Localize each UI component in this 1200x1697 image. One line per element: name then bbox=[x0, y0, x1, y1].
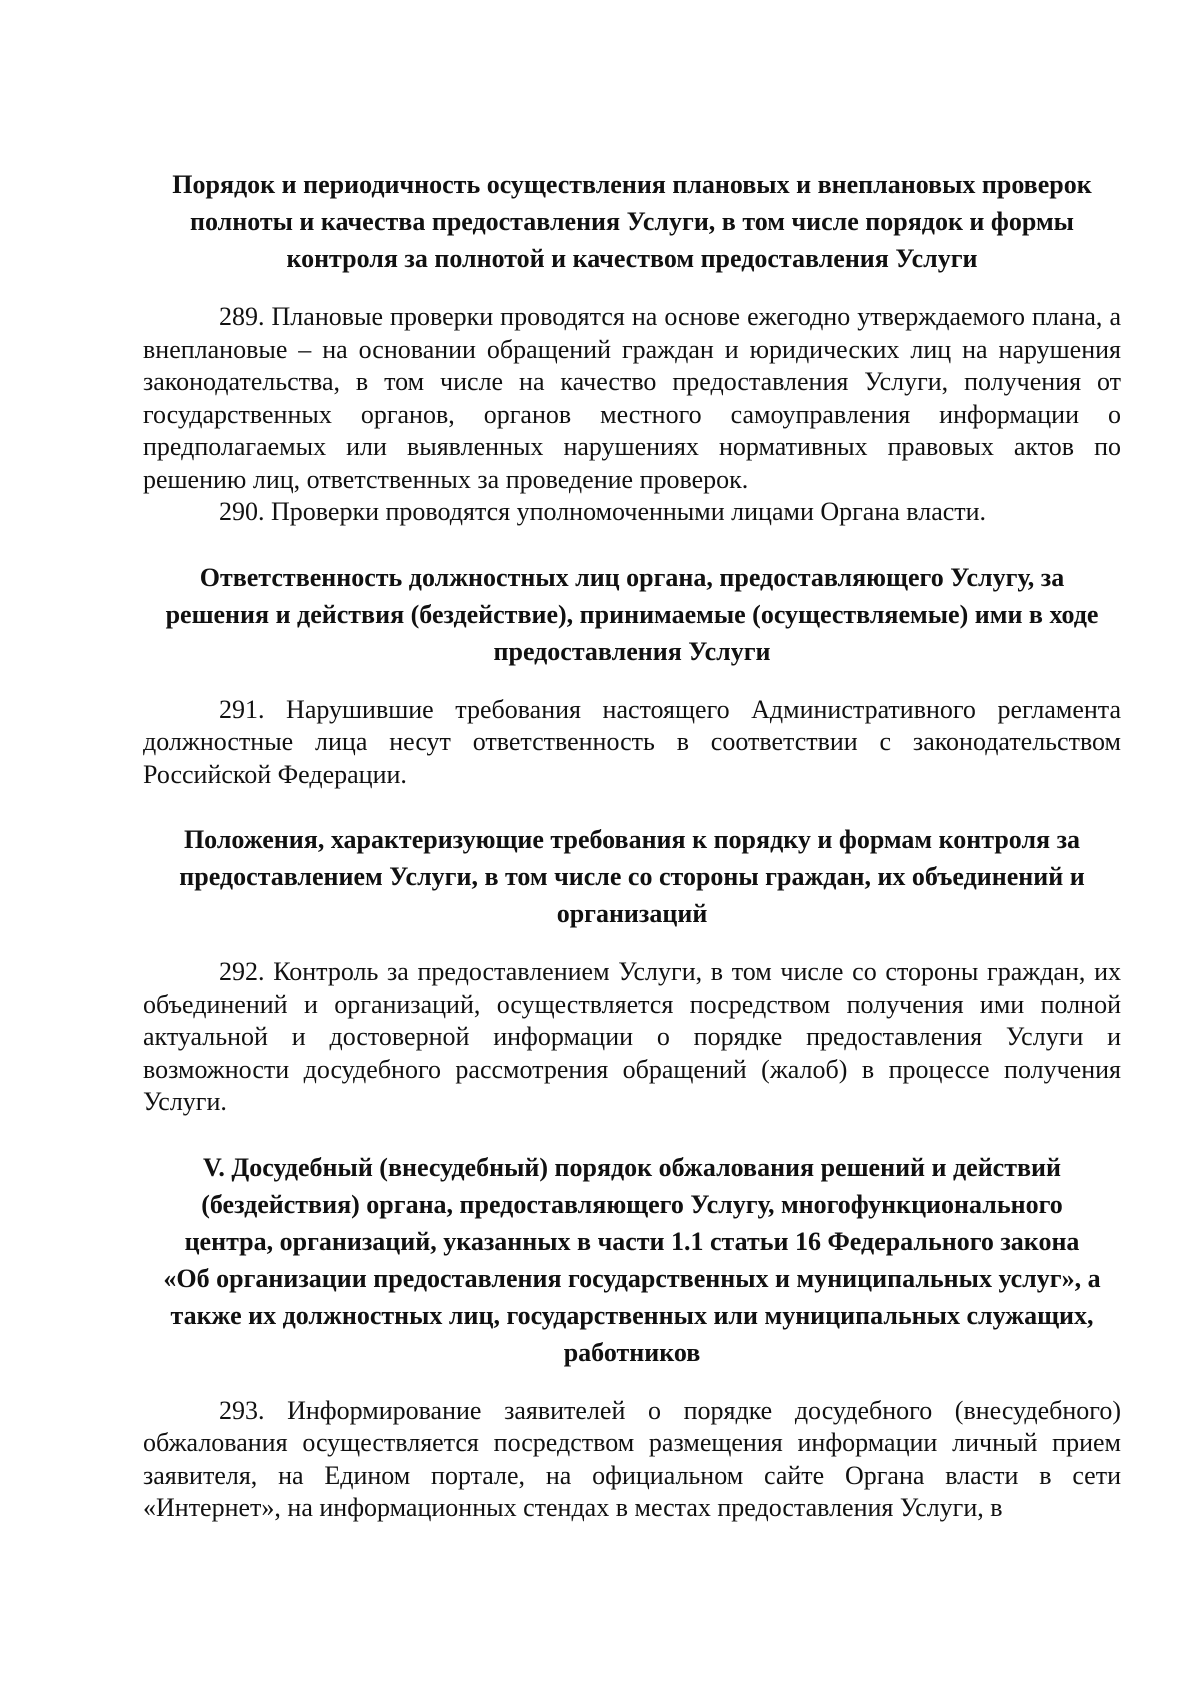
paragraph-291: 291. Нарушившие требования настоящего Административного регламента должностные лица несут ответственность в соответствии с законодательством Российской Федерации. bbox=[143, 694, 1121, 789]
paragraph-292: 292. Контроль за предоставлением Услуги, в том числе со стороны граждан, их объединений и организаций, осуществляется посредством получения ими полной актуальной и достоверной информации о порядке предоставления Услуги и возможности досудебного рассмотрения обращений (жалоб) в процессе получения Услуги. bbox=[143, 957, 1121, 1116]
section-heading-control-procedure: Порядок и периодичность осуществления плановых и внеплановых проверок полноты и качества предоставления Услуги, в том числе порядок и формы контроля за полнотой и качеством предоставления Услуги bbox=[172, 170, 1092, 273]
section-heading-appeal-procedure: V. Досудебный (внесудебный) порядок обжалования решений и действий (бездействия) органа, предоставляющего Услугу, многофункционального центра, организаций, указанных в части 1.1 статьи 16 Федерального закона «Об организации предоставления государственных и муниципальных услуг», а также их должностных лиц, государственных или муниципальных служащих, работников bbox=[163, 1152, 1101, 1367]
paragraph-290: 290. Проверки проводятся уполномоченными лицами Органа власти. bbox=[219, 497, 987, 526]
paragraph-289: 289. Плановые проверки проводятся на основе ежегодно утверждаемого плана, а внеплановые – на основании обращений граждан и юридических лиц на нарушения законодательства, в том числе на качество предоставления Услуги, получения от государственных органов, органов местного самоуправления информации о предполагаемых или выявленных нарушениях нормативных правовых актов по решению лиц, ответственных за проведение проверок. bbox=[143, 302, 1121, 494]
section-heading-control-forms: Положения, характеризующие требования к порядку и формам контроля за предоставлением Услуги, в том числе со стороны граждан, их объединений и организаций bbox=[179, 825, 1085, 928]
section-heading-responsibility: Ответственность должностных лиц органа, предоставляющего Услугу, за решения и действия (бездействие), принимаемые (осуществляемые) ими в ходе предоставления Услуги bbox=[165, 562, 1099, 666]
paragraph-293: 293. Информирование заявителей о порядке досудебного (внесудебного) обжалования осуществляется посредством размещения информации личный прием заявителя, на Едином портале, на официальном сайте Органа власти в сети «Интернет», на информационных стендах в местах предоставления Услуги, в bbox=[143, 1395, 1121, 1522]
document-page bbox=[143, 166, 1121, 1525]
